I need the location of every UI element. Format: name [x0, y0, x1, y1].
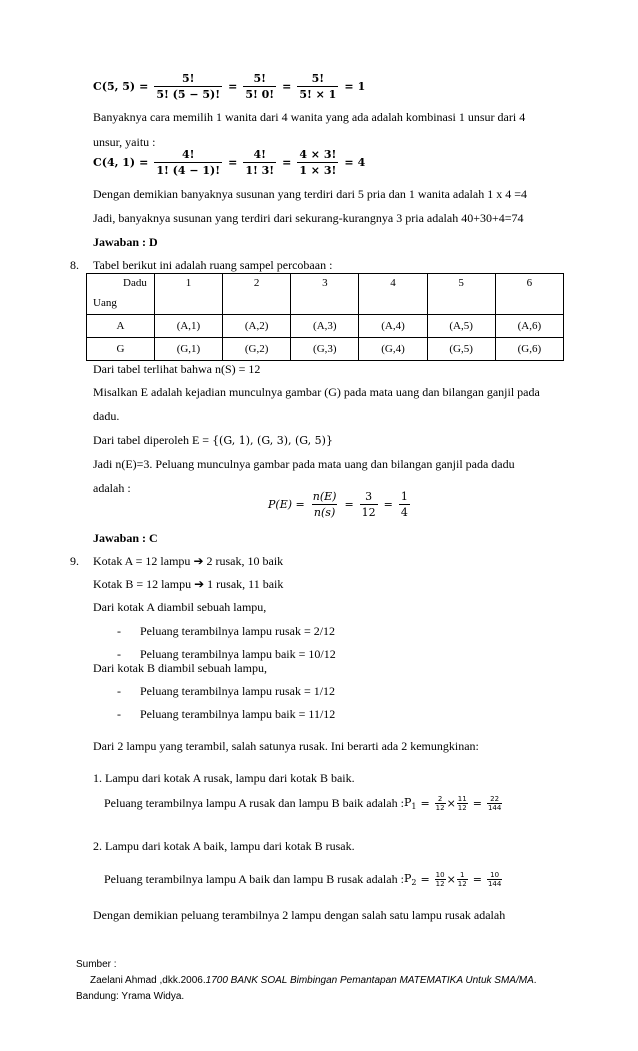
eq3-frac3-num: 1: [400, 490, 408, 503]
table-cell: (G,1): [154, 338, 222, 361]
c1-frac1-den: 12: [435, 804, 445, 812]
corner-label-uang: Uang: [93, 297, 117, 309]
paragraph-event-e-1: Misalkan E adalah kejadian munculnya gambar (G) pada mata uang dan bilangan ganjil pada: [93, 385, 540, 399]
paragraph-two-possibilities: Dari 2 lampu yang terambil, salah satunya rusak. Ini berarti ada 2 kemungkinan:: [93, 739, 479, 753]
table-cell: (G,4): [359, 338, 427, 361]
case-2-eq-text: Peluang terambilnya lampu A baik dan lampu B rusak adalah :: [104, 872, 404, 886]
eq3-frac1-num: n(E): [312, 490, 337, 503]
kotak-a-line: [93, 555, 283, 567]
paragraph-combination-intro-2: unsur, yaitu :: [93, 135, 156, 149]
table-row: [87, 315, 564, 338]
source-label: Sumber :: [76, 959, 117, 970]
kotak-a-label: Kotak A = 12 lampu: [93, 554, 194, 568]
c2-frac3-den: 144: [487, 880, 502, 888]
eq1-result: 1: [357, 80, 366, 93]
bullet-dash: -: [117, 684, 121, 698]
source-publisher: Bandung: Yrama Widya.: [76, 991, 185, 1002]
eq1-frac3-den: 5! × 1: [299, 88, 337, 101]
eq3-frac1-den: n(s): [313, 506, 336, 519]
source-title: 1700 BANK SOAL Bimbingan Pemantapan MATEMATIKA Untuk SMA/MA: [205, 975, 534, 986]
c2-frac1-den: 12: [435, 880, 445, 888]
table-row-label: A: [87, 315, 155, 338]
bullet-a-baik: Peluang terambilnya lampu baik = 10/12: [140, 647, 336, 661]
arrow-right-icon: ➔: [194, 577, 205, 591]
table-header-cell: 1: [154, 274, 222, 315]
table-header-cell: 4: [359, 274, 427, 315]
paragraph-combination-intro-1: Banyaknya cara memilih 1 wanita dari 4 wanita yang ada adalah kombinasi 1 unsur dari 4: [93, 110, 526, 124]
eq2-frac1-den: 1! (4 − 1)!: [156, 164, 221, 177]
table-cell: (A,3): [291, 315, 359, 338]
table-cell: (G,3): [291, 338, 359, 361]
paragraph-total-arrangements: Jadi, banyaknya susunan yang terdiri dari sekurang-kurangnya 3 pria adalah 40+30+4=74: [93, 211, 524, 225]
eq3-lhs: P(E) =: [268, 498, 305, 511]
source-citation: Zaelani Ahmad ,dkk.2006.1700 BANK SOAL Bimbingan Pemantapan MATEMATIKA Untuk SMA/MA.: [90, 975, 537, 986]
c2-frac3-num: 10: [490, 871, 500, 879]
paragraph-event-e-2: dadu.: [93, 409, 120, 423]
c1-frac1-num: 2: [437, 795, 443, 803]
eq2-frac3-num: 4 × 3!: [299, 148, 337, 161]
table-corner-cell: [87, 274, 155, 315]
question-8-number: 8.: [70, 258, 79, 272]
case-2-equation: Peluang terambilnya lampu A baik dan lampu B rusak adalah : $P_2$ = $\frac{10}{12}$ × $\frac{1}{12}$ = $\frac{10}{144}$: [104, 871, 502, 888]
table-cell: (G,6): [495, 338, 563, 361]
table-cell: (A,4): [359, 315, 427, 338]
table-header-cell: 3: [291, 274, 359, 315]
set-e-value: {(G, 1), (G, 3), (G, 5)}: [212, 434, 333, 447]
eq1-frac1-num: 5!: [181, 72, 195, 85]
table-cell: (A,6): [495, 315, 563, 338]
eq3-frac2-den: 12: [361, 506, 376, 519]
bullet-dash: -: [117, 707, 121, 721]
paragraph-probability-1: Jadi n(E)=3. Peluang munculnya gambar pada mata uang dan bilangan ganjil pada dadu: [93, 457, 515, 471]
c1-frac3-den: 144: [487, 804, 502, 812]
sample-space-table: [86, 273, 564, 361]
paragraph-set-e: [93, 434, 333, 447]
eq2-frac2-num: 4!: [253, 148, 266, 161]
question-8-text: Tabel berikut ini adalah ruang sampel percobaan :: [93, 258, 333, 272]
kotak-b-line: [93, 578, 283, 590]
case-1-equation: Peluang terambilnya lampu A rusak dan lampu B baik adalah : $P_1$ = $\frac{2}{12}$ × $\frac{11}{12}$ = $\frac{22}{144}$: [104, 795, 502, 812]
eq2-frac3-den: 1 × 3!: [299, 164, 337, 177]
c2-frac2-den: 12: [457, 880, 467, 888]
eq2-frac1-num: 4!: [181, 148, 195, 161]
equation-c-4-1: C(4, 1) = $\frac{4!}{1! (4 - 1)!}$ = $\frac{4!}{1! 3!}$ = $\frac{4 \times 3!}{1 \times 3!}$ = 4: [93, 148, 366, 177]
corner-label-dadu: Dadu: [123, 277, 147, 289]
eq1-lhs: C(5, 5): [93, 80, 136, 93]
equation-p-e: P(E) = $\frac{n(E)}{n(s)}$ = $\frac{3}{12}$ = $\frac{1}{4}$: [268, 490, 408, 519]
paragraph-5-pria-1-wanita: Dengan demikian banyaknya susunan yang terdiri dari 5 pria dan 1 wanita adalah 1 x 4 =4: [93, 187, 527, 201]
table-header-cell: 5: [427, 274, 495, 315]
eq3-frac2-num: 3: [365, 490, 373, 503]
eq2-lhs: C(4, 1): [93, 156, 136, 169]
kotak-b-label: Kotak B = 12 lampu: [93, 577, 195, 591]
question-9-number: 9.: [70, 554, 79, 568]
set-e-text: Dari tabel diperoleh E =: [93, 433, 213, 447]
kotak-a-content: 2 rusak, 10 baik: [203, 554, 284, 568]
eq1-frac1-den: 5! (5 − 5)!: [156, 88, 221, 101]
table-row-label: G: [87, 338, 155, 361]
case-1-title: 1. Lampu dari kotak A rusak, lampu dari kotak B baik.: [93, 771, 355, 785]
eq2-result: 4: [357, 156, 366, 169]
bullet-dash: -: [117, 647, 121, 661]
answer-7: Jawaban : D: [93, 235, 158, 249]
eq2-frac2-den: 1! 3!: [245, 164, 275, 177]
kotak-a-draw: Dari kotak A diambil sebuah lampu,: [93, 600, 267, 614]
eq1-frac2-den: 5! 0!: [245, 88, 275, 101]
bullet-b-baik: Peluang terambilnya lampu baik = 11/12: [140, 707, 336, 721]
table-header-cell: 2: [223, 274, 291, 315]
table-cell: (A,1): [154, 315, 222, 338]
c1-frac2-den: 12: [457, 804, 467, 812]
eq1-frac2-num: 5!: [253, 72, 266, 85]
arrow-right-icon: ➔: [193, 554, 204, 568]
table-header-row: [87, 274, 564, 315]
eq3-frac3-den: 4: [400, 506, 408, 519]
bullet-a-rusak: Peluang terambilnya lampu rusak = 2/12: [140, 624, 336, 638]
paragraph-conclusion: Dengan demikian peluang terambilnya 2 lampu dengan salah satu lampu rusak adalah: [93, 908, 506, 922]
c2-frac2-num: 1: [460, 871, 465, 879]
table-header-cell: 6: [495, 274, 563, 315]
table-cell: (A,5): [427, 315, 495, 338]
case-2-title: 2. Lampu dari kotak A baik, lampu dari kotak B rusak.: [93, 839, 355, 853]
table-row: [87, 338, 564, 361]
case-1-eq-text: Peluang terambilnya lampu A rusak dan lampu B baik adalah :: [104, 796, 404, 810]
table-cell: (G,2): [223, 338, 291, 361]
equation-c-5-5: C(5, 5) = $\frac{5!}{5! (5 - 5)!}$ = $\frac{5!}{5! 0!}$ = $\frac{5!}{5! \times 1}$ = 1: [93, 72, 366, 101]
p1-symbol: $P_1$: [403, 795, 417, 812]
bullet-b-rusak: Peluang terambilnya lampu rusak = 1/12: [140, 684, 336, 698]
source-author: Zaelani Ahmad ,dkk.2006.: [90, 975, 206, 986]
c1-frac3-num: 22: [490, 795, 500, 803]
paragraph-probability-2: adalah :: [93, 481, 131, 495]
c1-frac2-num: 11: [457, 795, 467, 803]
c2-frac1-num: 10: [435, 871, 445, 879]
kotak-b-content: 1 rusak, 11 baik: [204, 577, 284, 591]
paragraph-n-s: Dari tabel terlihat bahwa n(S) = 12: [93, 362, 261, 376]
p2-symbol: $P_2$: [403, 871, 417, 888]
kotak-b-draw: Dari kotak B diambil sebuah lampu,: [93, 661, 267, 675]
table-cell: (G,5): [427, 338, 495, 361]
bullet-dash: -: [117, 624, 121, 638]
answer-8: Jawaban : C: [93, 531, 158, 545]
eq1-frac3-num: 5!: [311, 72, 325, 85]
table-cell: (A,2): [223, 315, 291, 338]
